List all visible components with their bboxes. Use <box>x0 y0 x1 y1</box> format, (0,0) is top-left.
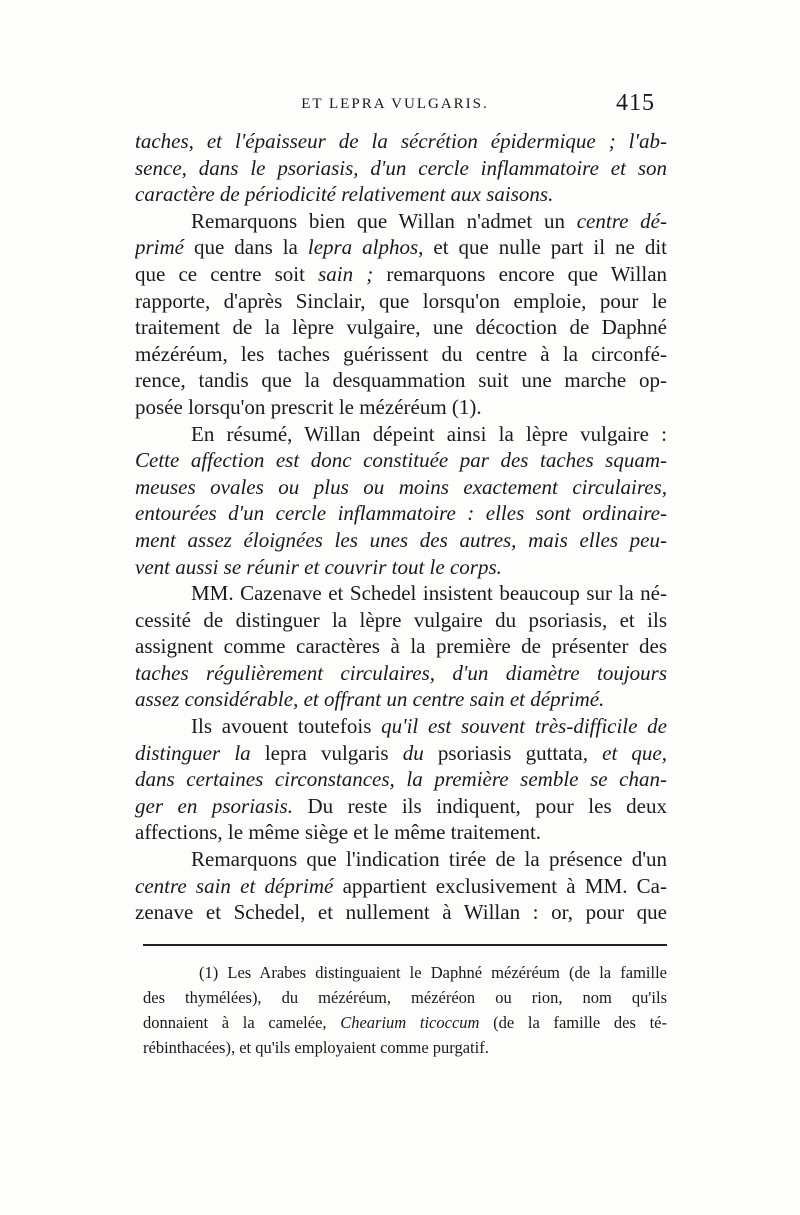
body-line: centre sain et déprimé appartient exclusivement à MM. Ca- <box>135 873 667 898</box>
footnote-line: donnaient à la camelée, Chearium ticoccum (de la famille des té- <box>143 1013 667 1032</box>
body-line: que ce centre soit sain ; remarquons encore que Willan <box>135 261 667 286</box>
footnote-separator-rule <box>143 944 667 946</box>
body-line: vent aussi se réunir et couvrir tout le corps. <box>135 554 502 579</box>
body-line: En résumé, Willan dépeint ainsi la lèpre vulgaire : <box>191 421 667 446</box>
body-line: Remarquons que l'indication tirée de la présence d'un <box>191 847 667 872</box>
body-line: caractère de périodicité relativement aux saisons. <box>135 182 554 207</box>
body-line: Cette affection est donc constituée par des taches squam- <box>135 448 667 473</box>
body-line: zenave et Schedel, et nullement à Willan : or, pour que <box>135 900 667 925</box>
body-line: taches, et l'épaisseur de la sécrétion épidermique ; l'ab- <box>135 129 667 153</box>
body-line: posée lorsqu'on prescrit le mézéréum (1). <box>135 394 482 419</box>
footnote <box>143 960 667 1060</box>
running-head: ET LEPRA VULGARIS. <box>301 96 489 112</box>
body-line: sence, dans le psoriasis, d'un cercle inflammatoire et son <box>135 155 667 180</box>
body-line: primé que dans la lepra alphos, et que nulle part il ne dit <box>135 235 667 260</box>
body-line: distinguer la lepra vulgaris du psoriasis guttata, et que, <box>135 740 667 765</box>
body-line: rapporte, d'après Sinclair, que lorsqu'on emploie, pour le <box>135 288 667 313</box>
body-line: assignent comme caractères à la première de présenter des <box>135 634 667 659</box>
body-line: ger en psoriasis. Du reste ils indiquent, pour les deux <box>135 793 667 818</box>
body-line: rence, tandis que la desquammation suit une marche op- <box>135 368 667 393</box>
body-line: MM. Cazenave et Schedel insistent beaucoup sur la né- <box>191 581 667 606</box>
main-text <box>135 128 667 926</box>
body-line: affections, le même siège et le même traitement. <box>135 820 542 845</box>
body-line: taches régulièrement circulaires, d'un diamètre toujours <box>135 660 667 685</box>
page-header <box>135 92 655 122</box>
body-line: mézéréum, les taches guérissent du centre à la circonfé- <box>135 341 667 366</box>
body-line: dans certaines circonstances, la première semble se chan- <box>135 767 667 792</box>
body-line: Ils avouent toutefois qu'il est souvent très-difficile de <box>191 714 667 739</box>
body-line: meuses ovales ou plus ou moins exactement circulaires, <box>135 474 667 499</box>
footnote-line: rébinthacées), et qu'ils employaient comme purgatif. <box>143 1038 489 1057</box>
body-line: traitement de la lèpre vulgaire, une décoction de Daphné <box>135 315 667 340</box>
body-line: assez considérable, et offrant un centre sain et déprimé. <box>135 687 605 712</box>
body-line: entourées d'un cercle inflammatoire : elles sont ordinaire- <box>135 501 667 526</box>
footnote-line: des thymélées), du mézéréum, mézéréon ou rion, nom qu'ils <box>143 988 667 1007</box>
body-line: ment assez éloignées les unes des autres, mais elles peu- <box>135 527 667 552</box>
body-line: Remarquons bien que Willan n'admet un centre dé- <box>191 208 667 233</box>
footnote-line: (1) Les Arabes distinguaient le Daphné mézéréum (de la famille <box>199 963 667 982</box>
page-number: 415 <box>616 90 655 116</box>
body-line: cessité de distinguer la lèpre vulgaire du psoriasis, et ils <box>135 607 667 632</box>
